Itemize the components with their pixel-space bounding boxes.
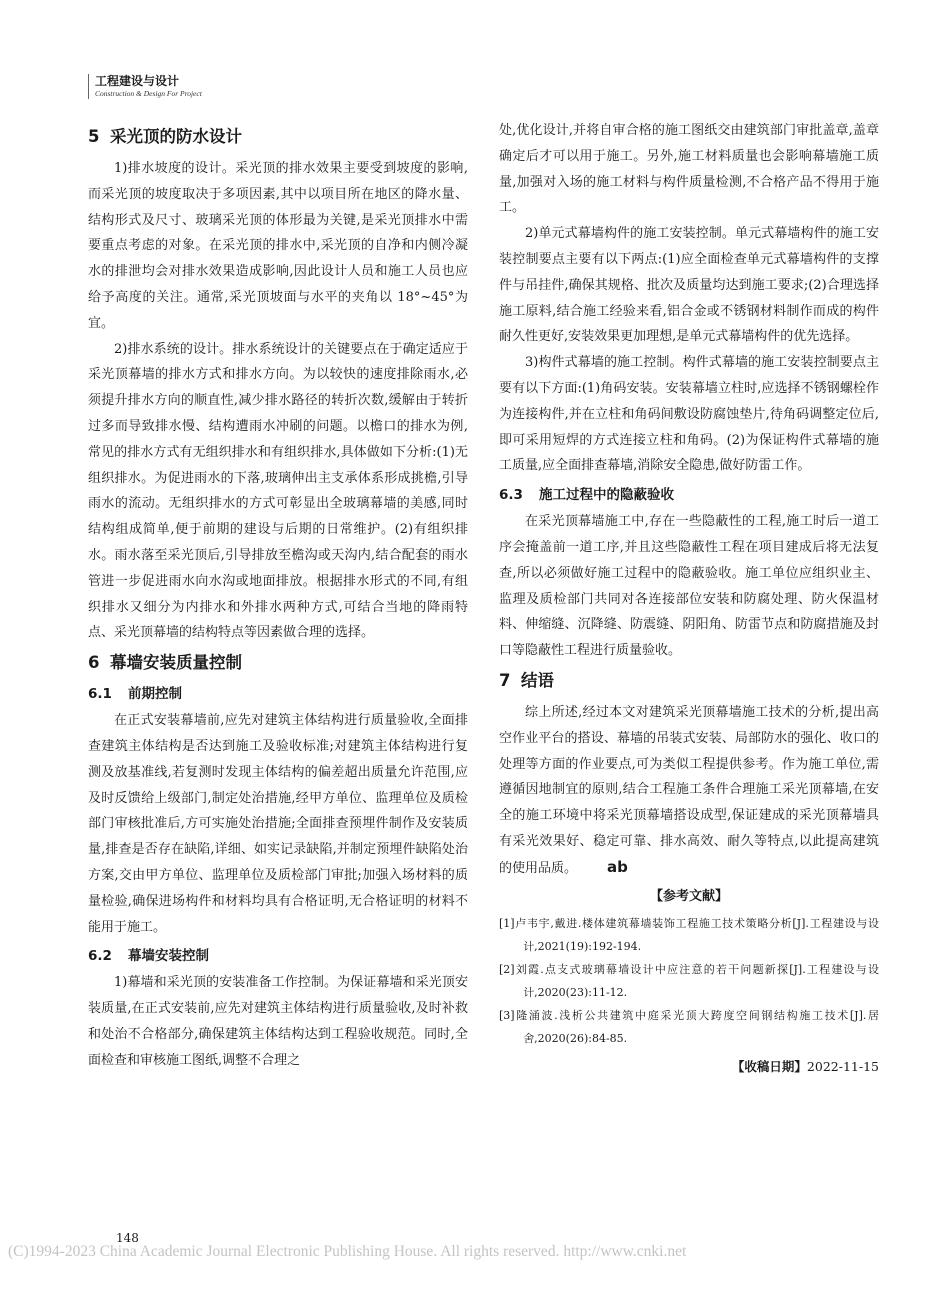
section-6-heading (88, 650, 468, 676)
left-column (88, 120, 468, 1074)
section-title: 采光顶的防水设计 (110, 127, 242, 146)
subsection-number: 6.2 (88, 948, 112, 965)
section-number: 6 (88, 653, 100, 673)
page-number: 148 (116, 1231, 139, 1245)
journal-header (88, 74, 202, 99)
section-title: 幕墙安装质量控制 (110, 653, 242, 673)
paragraph: 3)构件式幕墙的施工控制。构件式幕墙的施工安装控制要点主要有以下方面:(1)角码安装。安装幕墙立柱时,应选择不锈钢螺栓作为连接构件,并在立柱和角码间敷设防腐蚀垫片,待角码调整定位后,即可采用短焊的方式连接立柱和角码。(2)为保证构件式幕墙的施工质量,应全面排查幕墙,消除安全隐患,做好防雷工作。 (499, 355, 879, 474)
paragraph: 在正式安装幕墙前,应先对建筑主体结构进行质量验收,全面排查建筑主体结构是否达到施工及验收标准;对建筑主体结构进行复测及放基准线,若复测时发现主体结构的偏差超出质量允许范围,应及时反馈给上级部门,制定处治措施,经甲方单位、监理单位及质检部门审核批准后,方可实施处治措施;全面排查预埋件制作及安装质量,排查是否存在缺陷,详细、如实记录缺陷,并制定预埋件缺陷处治方案,交由甲方单位、监理单位及质检部门审批;加强入场材料的质量检验,确保进场构件和材料均具有合格证明,无合格证明的材料不能用于施工。 (88, 713, 468, 935)
subsection-number: 6.1 (88, 686, 112, 703)
subsection-6-3-heading (499, 483, 879, 507)
received-label: 【收稿日期】 (731, 1058, 807, 1074)
paragraph (499, 700, 879, 882)
conclusion-text: 综上所述,经过本文对建筑采光顶幕墙施工技术的分析,提出高空作业平台的搭设、幕墙的吊装式安装、局部防水的强化、收口的处理等方面的作业要点,可为类似工程提供参考。作为施工单位,需遵循因地制宜的原则,结合工程施工条件合理施工采光顶幕墙,在安全的施工环境中将采光顶幕墙搭设成型,保证建成的采光顶幕墙具有采光效果好、稳定可靠、排水高效、耐久等特点,以此提高建筑的使用品质。 (499, 704, 879, 876)
subsection-6-1-heading (88, 682, 468, 706)
journal-name: 工程建设与设计 (95, 74, 180, 88)
section-5-heading (88, 124, 468, 150)
received-value: 2022-11-15 (806, 1058, 879, 1074)
right-column (499, 118, 879, 1078)
received-date (499, 1056, 879, 1078)
reference-item: [2]刘霞.点支式玻璃幕墙设计中应注意的若干问题新探[J].工程建设与设计,2020(23):11-12. (499, 962, 879, 999)
subsection-title: 幕墙安装控制 (128, 948, 209, 965)
subsection-6-2-heading (88, 944, 468, 968)
paragraph: 1)排水坡度的设计。采光顶的排水效果主要受到坡度的影响,而采光顶的坡度取决于多项因素,其中以项目所在地区的降水量、结构形式及尺寸、玻璃采光顶的体形最为关键,是采光顶排水中需要重点考虑的对象。在采光顶的排水中,采光顶的自净和内侧冷凝水的排泄均会对排水效果造成影响,因此设计人员和施工人员也应给予高度的关注。通常,采光顶坡面与水平的夹角以 18°~45°为宜。 (88, 161, 468, 331)
reference-item: [3]隆涌波.浅析公共建筑中庭采光顶大跨度空间钢结构施工技术[J].居舍,2020(26):84-85. (499, 1008, 879, 1045)
references-title: 【参考文献】 (649, 888, 728, 904)
reference-item: [1]卢韦宇,戴进.楼体建筑幕墙装饰工程施工技术策略分析[J].工程建设与设计,2021(19):192-194. (499, 916, 879, 953)
subsection-title: 施工过程中的隐蔽验收 (539, 487, 674, 504)
paragraph: 2)排水系统的设计。排水系统设计的关键要点在于确定适应于采光顶幕墙的排水方式和排水方向。为以较快的速度排除雨水,必须提升排水方向的顺直性,减少排水路径的转折次数,缓解由于转折过多而导致排水慢、结构遭雨水冲刷的问题。以檐口的排水为例,常见的排水方式有无组织排水和有组织排水,具体做如下分析:(1)无组织排水。为促进雨水的下落,玻璃伸出主支承体系形成挑檐,引导雨水的流动。无组织排水的方式可彰显出全玻璃幕墙的美感,同时结构组成简单,便于前期的建设与后期的日常维护。(2)有组织排水。雨水落至采光顶后,引导排放至檐沟或天沟内,结合配套的雨水管进一步促进雨水向水沟或地面排放。根据排水形式的不同,有组织排水又细分为内排水和外排水两种方式,可结合当地的降雨特点、采光顶幕墙的结构特点等因素做合理的选择。 (88, 341, 468, 641)
subsection-number: 6.3 (499, 487, 523, 504)
journal-name-en: Construction & Design For Project (95, 89, 202, 98)
copyright-footer: (C)1994-2023 China Academic Journal Electronic Publishing House. All rights reserved. http://www.cnki.net (8, 1243, 687, 1260)
subsection-title: 前期控制 (128, 686, 182, 703)
section-number: 5 (88, 127, 100, 146)
section-7-heading (499, 668, 879, 694)
section-title: 结语 (521, 670, 554, 690)
end-mark-icon: ab (607, 857, 628, 876)
paragraph: 1)幕墙和采光顶的安装准备工作控制。为保证幕墙和采光顶安装质量,在正式安装前,应先对建筑主体结构进行质量验收,及时补救和处治不合格部分,确保建筑主体结构达到工程验收规范。同时,全面检查和审核施工图纸,调整不合理之 (88, 975, 468, 1068)
paragraph: 2)单元式幕墙构件的施工安装控制。单元式幕墙构件的施工安装控制要点主要有以下两点:(1)应全面检查单元式幕墙构件的支撑件与吊挂件,确保其规格、批次及质量均达到施工要求;(2)合理选择施工原料,结合施工经验来看,铝合金或不锈钢材料制作而成的构件耐久性更好,安装效果更加理想,是单元式幕墙构件的优先选择。 (499, 226, 879, 345)
paragraph: 在采光顶幕墙施工中,存在一些隐蔽性的工程,施工时后一道工序会掩盖前一道工序,并且这些隐蔽性工程在项目建成后将无法复查,所以必须做好施工过程中的隐蔽验收。施工单位应组织业主、监理及质检部门共同对各连接部位安装和防腐处理、防火保温材料、伸缩缝、沉降缝、防震缝、阴阳角、防雷节点和防腐措施及封口等隐蔽性工程进行质量验收。 (499, 514, 879, 659)
section-number: 7 (499, 670, 511, 690)
paragraph: 处,优化设计,并将自审合格的施工图纸交由建筑部门审批盖章,盖章确定后才可以用于施工。另外,施工材料质量也会影响幕墙施工质量,加强对入场的施工材料与构件质量检测,不合格产品不得用于施工。 (499, 123, 879, 216)
